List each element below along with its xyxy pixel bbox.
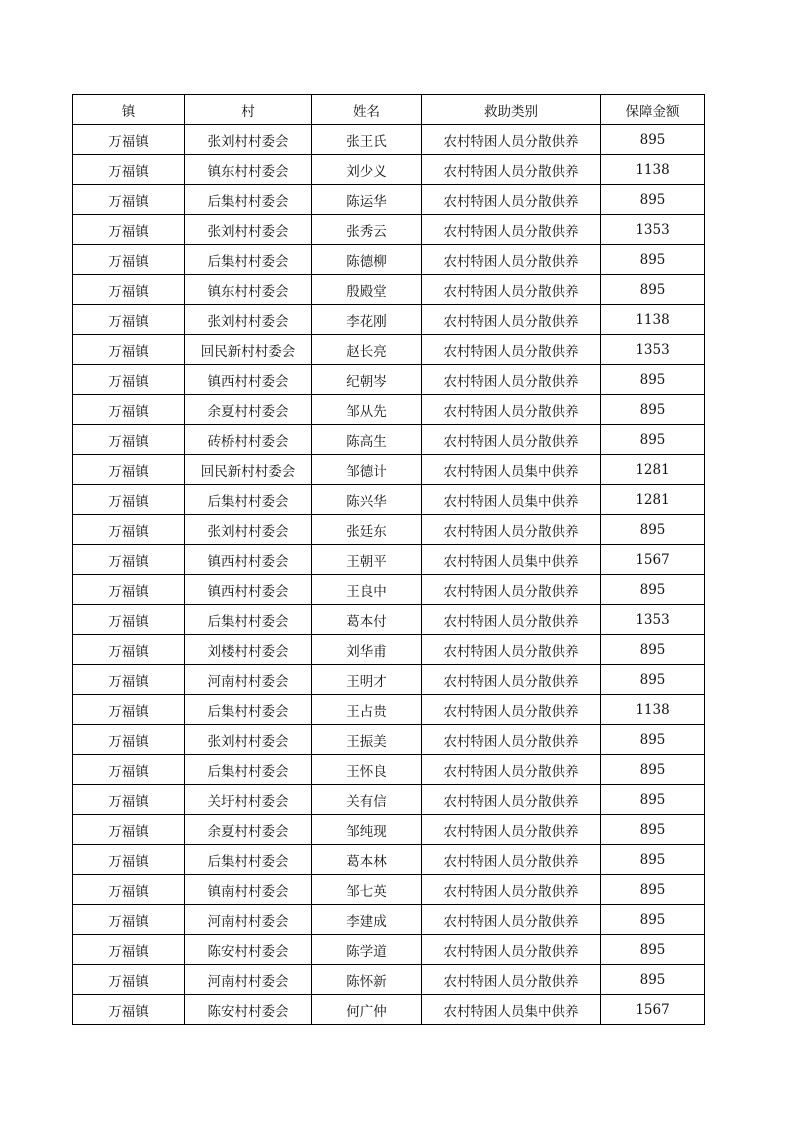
- name-cell: 王朝平: [312, 545, 422, 575]
- column-header-amount: 保障金额: [601, 95, 705, 125]
- name-cell: 陈德柳: [312, 245, 422, 275]
- village-cell: 河南村村委会: [185, 665, 312, 695]
- relief-type-cell: 农村特困人员分散供养: [422, 725, 601, 755]
- village-cell: 张刘村村委会: [185, 305, 312, 335]
- table-row: [73, 995, 705, 1025]
- name-cell: 刘华甫: [312, 635, 422, 665]
- village-cell: 余夏村村委会: [185, 815, 312, 845]
- amount-cell: 895: [601, 965, 705, 995]
- town-cell: 万福镇: [73, 515, 185, 545]
- town-cell: 万福镇: [73, 425, 185, 455]
- name-cell: 关有信: [312, 785, 422, 815]
- name-cell: 殷殿堂: [312, 275, 422, 305]
- town-cell: 万福镇: [73, 965, 185, 995]
- relief-type-cell: 农村特困人员分散供养: [422, 785, 601, 815]
- table-row: [73, 965, 705, 995]
- header-row: [73, 95, 705, 125]
- amount-cell: 895: [601, 395, 705, 425]
- amount-cell: 895: [601, 665, 705, 695]
- town-cell: 万福镇: [73, 785, 185, 815]
- village-cell: 砖桥村村委会: [185, 425, 312, 455]
- relief-type-cell: 农村特困人员分散供养: [422, 365, 601, 395]
- table-row: [73, 545, 705, 575]
- table-row: [73, 815, 705, 845]
- amount-cell: 1138: [601, 695, 705, 725]
- table-row: [73, 605, 705, 635]
- table-header: [73, 95, 705, 125]
- relief-type-cell: 农村特困人员分散供养: [422, 305, 601, 335]
- amount-cell: 895: [601, 275, 705, 305]
- table-row: [73, 845, 705, 875]
- name-cell: 葛本付: [312, 605, 422, 635]
- amount-cell: 895: [601, 725, 705, 755]
- name-cell: 陈学道: [312, 935, 422, 965]
- name-cell: 何广仲: [312, 995, 422, 1025]
- relief-type-cell: 农村特困人员分散供养: [422, 875, 601, 905]
- column-header-village: 村: [185, 95, 312, 125]
- amount-cell: 1353: [601, 605, 705, 635]
- table-row: [73, 695, 705, 725]
- relief-type-cell: 农村特困人员分散供养: [422, 935, 601, 965]
- amount-cell: 1567: [601, 995, 705, 1025]
- town-cell: 万福镇: [73, 605, 185, 635]
- name-cell: 刘少义: [312, 155, 422, 185]
- table-row: [73, 185, 705, 215]
- table-row: [73, 485, 705, 515]
- town-cell: 万福镇: [73, 155, 185, 185]
- name-cell: 张王氏: [312, 125, 422, 155]
- town-cell: 万福镇: [73, 815, 185, 845]
- table-row: [73, 275, 705, 305]
- village-cell: 镇东村村委会: [185, 155, 312, 185]
- relief-type-cell: 农村特困人员分散供养: [422, 665, 601, 695]
- name-cell: 陈高生: [312, 425, 422, 455]
- column-header-name: 姓名: [312, 95, 422, 125]
- village-cell: 余夏村村委会: [185, 395, 312, 425]
- name-cell: 张廷东: [312, 515, 422, 545]
- relief-type-cell: 农村特困人员分散供养: [422, 695, 601, 725]
- village-cell: 镇东村村委会: [185, 275, 312, 305]
- town-cell: 万福镇: [73, 365, 185, 395]
- relief-type-cell: 农村特困人员集中供养: [422, 485, 601, 515]
- name-cell: 王振美: [312, 725, 422, 755]
- name-cell: 陈兴华: [312, 485, 422, 515]
- town-cell: 万福镇: [73, 125, 185, 155]
- amount-cell: 895: [601, 365, 705, 395]
- relief-roster-table: [72, 94, 705, 1025]
- town-cell: 万福镇: [73, 335, 185, 365]
- name-cell: 邹纯现: [312, 815, 422, 845]
- town-cell: 万福镇: [73, 275, 185, 305]
- relief-type-cell: 农村特困人员分散供养: [422, 845, 601, 875]
- village-cell: 后集村村委会: [185, 695, 312, 725]
- town-cell: 万福镇: [73, 305, 185, 335]
- amount-cell: 895: [601, 785, 705, 815]
- village-cell: 张刘村村委会: [185, 215, 312, 245]
- village-cell: 后集村村委会: [185, 755, 312, 785]
- relief-type-cell: 农村特困人员分散供养: [422, 275, 601, 305]
- amount-cell: 1567: [601, 545, 705, 575]
- table-row: [73, 875, 705, 905]
- name-cell: 陈怀新: [312, 965, 422, 995]
- table-row: [73, 515, 705, 545]
- table-row: [73, 635, 705, 665]
- amount-cell: 895: [601, 635, 705, 665]
- table-row: [73, 125, 705, 155]
- relief-type-cell: 农村特困人员分散供养: [422, 425, 601, 455]
- town-cell: 万福镇: [73, 215, 185, 245]
- table-row: [73, 215, 705, 245]
- amount-cell: 1138: [601, 155, 705, 185]
- relief-type-cell: 农村特困人员分散供养: [422, 815, 601, 845]
- relief-type-cell: 农村特困人员分散供养: [422, 155, 601, 185]
- relief-type-cell: 农村特困人员分散供养: [422, 635, 601, 665]
- name-cell: 王占贵: [312, 695, 422, 725]
- relief-type-cell: 农村特困人员分散供养: [422, 395, 601, 425]
- town-cell: 万福镇: [73, 665, 185, 695]
- table-row: [73, 335, 705, 365]
- village-cell: 张刘村村委会: [185, 125, 312, 155]
- village-cell: 后集村村委会: [185, 245, 312, 275]
- amount-cell: 895: [601, 185, 705, 215]
- amount-cell: 895: [601, 905, 705, 935]
- amount-cell: 895: [601, 815, 705, 845]
- relief-type-cell: 农村特困人员分散供养: [422, 965, 601, 995]
- column-header-town: 镇: [73, 95, 185, 125]
- name-cell: 陈运华: [312, 185, 422, 215]
- table-row: [73, 785, 705, 815]
- relief-type-cell: 农村特困人员分散供养: [422, 905, 601, 935]
- relief-type-cell: 农村特困人员分散供养: [422, 575, 601, 605]
- town-cell: 万福镇: [73, 635, 185, 665]
- table-row: [73, 935, 705, 965]
- relief-type-cell: 农村特困人员集中供养: [422, 455, 601, 485]
- town-cell: 万福镇: [73, 995, 185, 1025]
- village-cell: 陈安村村委会: [185, 935, 312, 965]
- table-row: [73, 455, 705, 485]
- town-cell: 万福镇: [73, 905, 185, 935]
- amount-cell: 895: [601, 245, 705, 275]
- village-cell: 回民新村村委会: [185, 455, 312, 485]
- town-cell: 万福镇: [73, 875, 185, 905]
- town-cell: 万福镇: [73, 725, 185, 755]
- town-cell: 万福镇: [73, 185, 185, 215]
- village-cell: 镇西村村委会: [185, 575, 312, 605]
- name-cell: 王明才: [312, 665, 422, 695]
- table-row: [73, 365, 705, 395]
- town-cell: 万福镇: [73, 545, 185, 575]
- village-cell: 刘楼村村委会: [185, 635, 312, 665]
- town-cell: 万福镇: [73, 245, 185, 275]
- village-cell: 镇南村村委会: [185, 875, 312, 905]
- amount-cell: 895: [601, 845, 705, 875]
- village-cell: 镇西村村委会: [185, 545, 312, 575]
- amount-cell: 1281: [601, 455, 705, 485]
- village-cell: 后集村村委会: [185, 485, 312, 515]
- amount-cell: 895: [601, 875, 705, 905]
- town-cell: 万福镇: [73, 485, 185, 515]
- village-cell: 河南村村委会: [185, 905, 312, 935]
- name-cell: 李花刚: [312, 305, 422, 335]
- name-cell: 赵长亮: [312, 335, 422, 365]
- table-row: [73, 665, 705, 695]
- village-cell: 河南村村委会: [185, 965, 312, 995]
- table-row: [73, 425, 705, 455]
- village-cell: 后集村村委会: [185, 605, 312, 635]
- town-cell: 万福镇: [73, 395, 185, 425]
- village-cell: 后集村村委会: [185, 845, 312, 875]
- table-row: [73, 905, 705, 935]
- relief-type-cell: 农村特困人员分散供养: [422, 215, 601, 245]
- amount-cell: 895: [601, 755, 705, 785]
- table-row: [73, 245, 705, 275]
- relief-type-cell: 农村特困人员分散供养: [422, 125, 601, 155]
- amount-cell: 895: [601, 575, 705, 605]
- amount-cell: 895: [601, 425, 705, 455]
- table-row: [73, 755, 705, 785]
- relief-type-cell: 农村特困人员分散供养: [422, 185, 601, 215]
- town-cell: 万福镇: [73, 935, 185, 965]
- amount-cell: 1353: [601, 215, 705, 245]
- amount-cell: 1138: [601, 305, 705, 335]
- relief-type-cell: 农村特困人员分散供养: [422, 605, 601, 635]
- table-row: [73, 155, 705, 185]
- village-cell: 张刘村村委会: [185, 725, 312, 755]
- column-header-relief-type: 救助类别: [422, 95, 601, 125]
- amount-cell: 895: [601, 125, 705, 155]
- amount-cell: 895: [601, 515, 705, 545]
- name-cell: 邹从先: [312, 395, 422, 425]
- relief-type-cell: 农村特困人员集中供养: [422, 995, 601, 1025]
- village-cell: 镇西村村委会: [185, 365, 312, 395]
- town-cell: 万福镇: [73, 695, 185, 725]
- village-cell: 后集村村委会: [185, 185, 312, 215]
- table-row: [73, 575, 705, 605]
- name-cell: 纪朝岑: [312, 365, 422, 395]
- town-cell: 万福镇: [73, 455, 185, 485]
- relief-type-cell: 农村特困人员分散供养: [422, 755, 601, 785]
- amount-cell: 895: [601, 935, 705, 965]
- name-cell: 张秀云: [312, 215, 422, 245]
- relief-type-cell: 农村特困人员分散供养: [422, 515, 601, 545]
- table-body: [73, 125, 705, 1025]
- table-row: [73, 395, 705, 425]
- town-cell: 万福镇: [73, 755, 185, 785]
- name-cell: 邹德计: [312, 455, 422, 485]
- name-cell: 李建成: [312, 905, 422, 935]
- village-cell: 陈安村村委会: [185, 995, 312, 1025]
- town-cell: 万福镇: [73, 575, 185, 605]
- town-cell: 万福镇: [73, 845, 185, 875]
- village-cell: 关圩村村委会: [185, 785, 312, 815]
- name-cell: 葛本林: [312, 845, 422, 875]
- relief-type-cell: 农村特困人员分散供养: [422, 335, 601, 365]
- relief-type-cell: 农村特困人员分散供养: [422, 245, 601, 275]
- relief-type-cell: 农村特困人员集中供养: [422, 545, 601, 575]
- name-cell: 王怀良: [312, 755, 422, 785]
- name-cell: 王良中: [312, 575, 422, 605]
- name-cell: 邹七英: [312, 875, 422, 905]
- table-row: [73, 725, 705, 755]
- table-row: [73, 305, 705, 335]
- amount-cell: 1353: [601, 335, 705, 365]
- amount-cell: 1281: [601, 485, 705, 515]
- village-cell: 张刘村村委会: [185, 515, 312, 545]
- village-cell: 回民新村村委会: [185, 335, 312, 365]
